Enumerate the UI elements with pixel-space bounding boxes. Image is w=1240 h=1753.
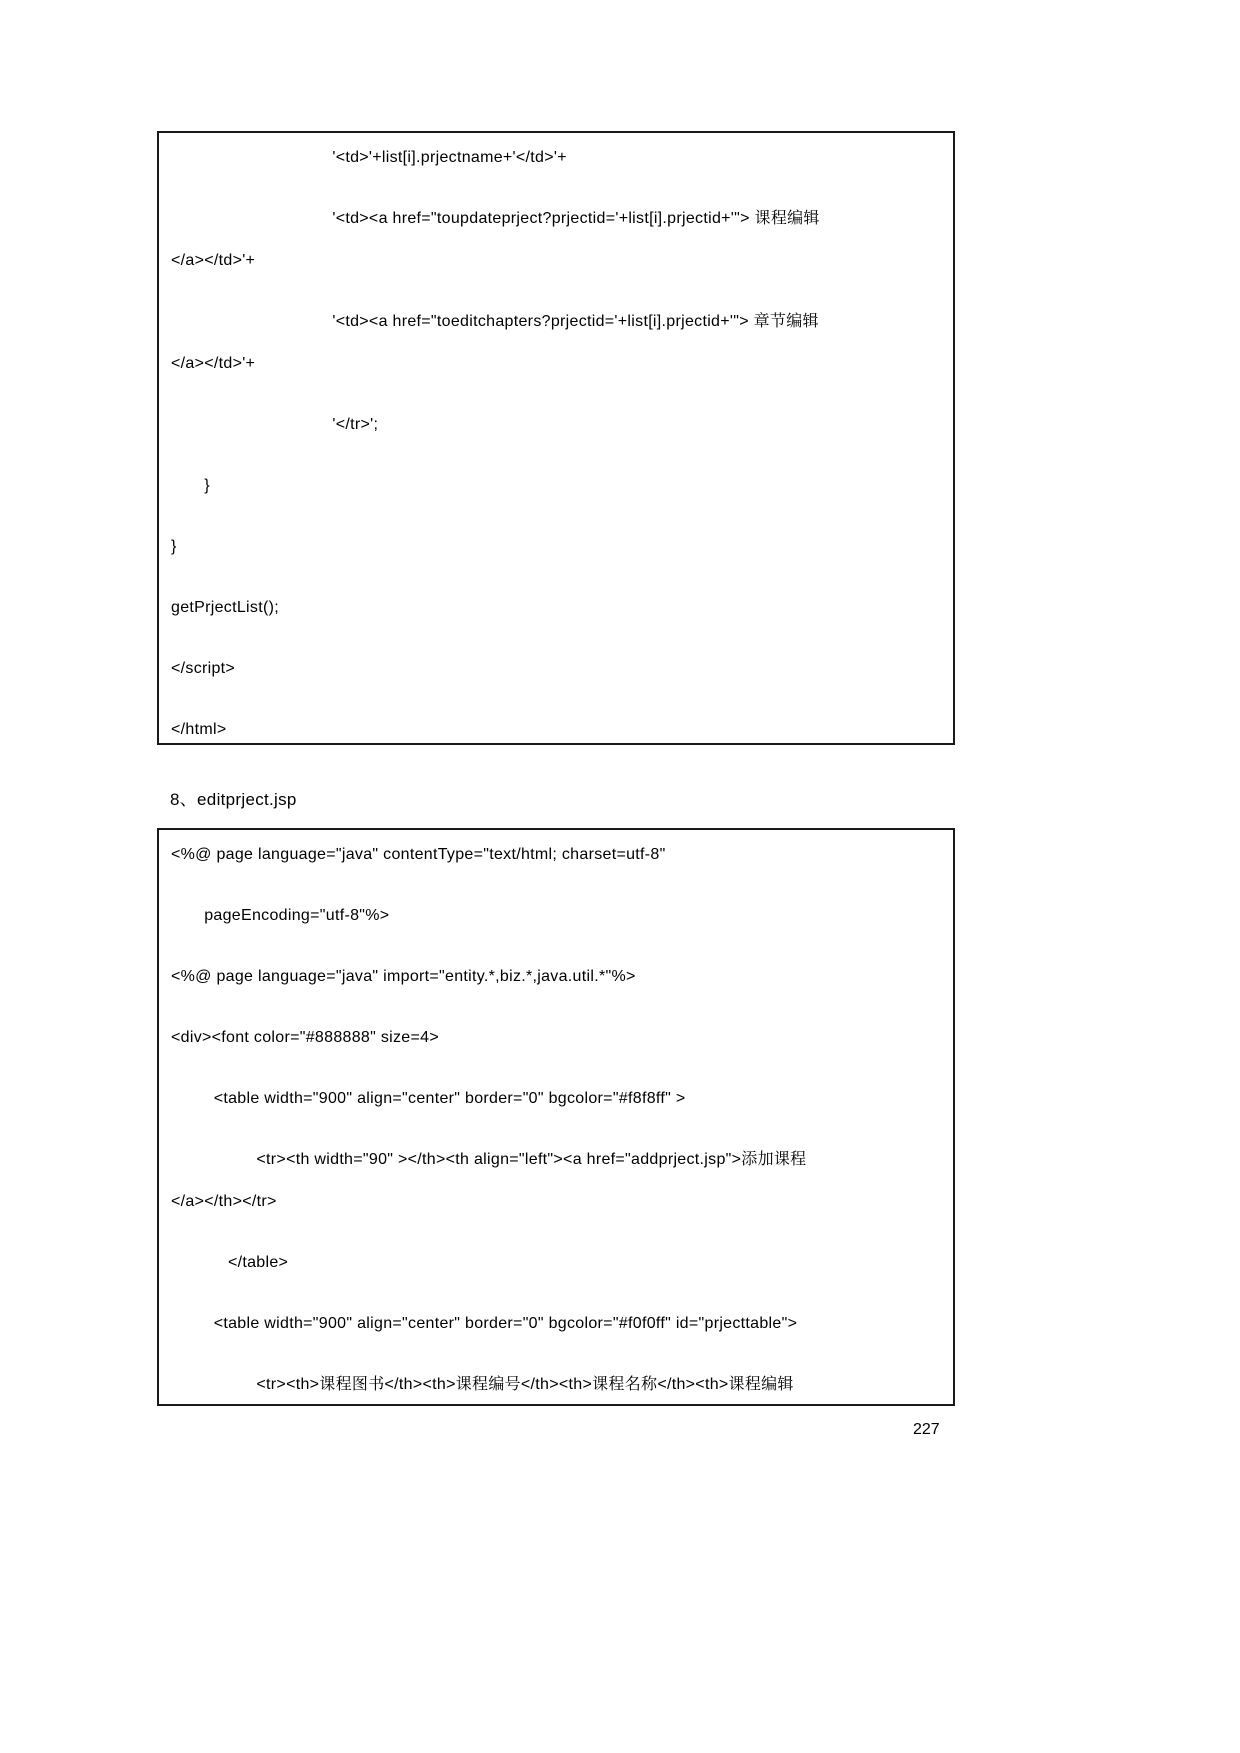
code-line: <%@ page language="java" import="entity.*,biz.*,java.util.*"%>	[171, 968, 636, 985]
code-line: }	[171, 477, 210, 494]
code-line: pageEncoding="utf-8"%>	[171, 907, 390, 924]
code-line: '</tr>';	[171, 416, 379, 433]
code-box-script-end	[157, 131, 955, 745]
code-line: }	[171, 538, 177, 555]
code-line: '<td><a href="toupdateprject?prjectid='+list[i].prjectid+'"> 课程编辑	[171, 210, 820, 227]
code-line: </a></td>'+	[171, 252, 256, 269]
code-line: <tr><th>课程图书</th><th>课程编号</th><th>课程名称</th><th>课程编辑	[171, 1376, 794, 1393]
code-line: <table width="900" align="center" border="0" bgcolor="#f0f0ff" id="prjecttable">	[171, 1315, 798, 1332]
code-line: <tr><th width="90" ></th><th align="left"><a href="addprject.jsp">添加课程	[171, 1151, 807, 1168]
code-line: <table width="900" align="center" border="0" bgcolor="#f8f8ff" >	[171, 1090, 686, 1107]
code-line: <%@ page language="java" contentType="text/html; charset=utf-8"	[171, 846, 666, 863]
code-line: </a></th></tr>	[171, 1193, 277, 1210]
code-line: </script>	[171, 660, 236, 677]
page-number: 227	[913, 1421, 940, 1438]
code-line: </table>	[171, 1254, 289, 1271]
code-line: <div><font color="#888888" size=4>	[171, 1029, 439, 1046]
code-line: getPrjectList();	[171, 599, 279, 616]
code-line: '<td><a href="toeditchapters?prjectid='+list[i].prjectid+'"> 章节编辑	[171, 313, 819, 330]
code-line: </a></td>'+	[171, 355, 256, 372]
code-line: '<td>'+list[i].prjectname+'</td>'+	[171, 149, 567, 166]
code-box-editprject-jsp	[157, 828, 955, 1406]
section-heading: 8、editprject.jsp	[170, 790, 297, 809]
code-line: </html>	[171, 721, 227, 738]
